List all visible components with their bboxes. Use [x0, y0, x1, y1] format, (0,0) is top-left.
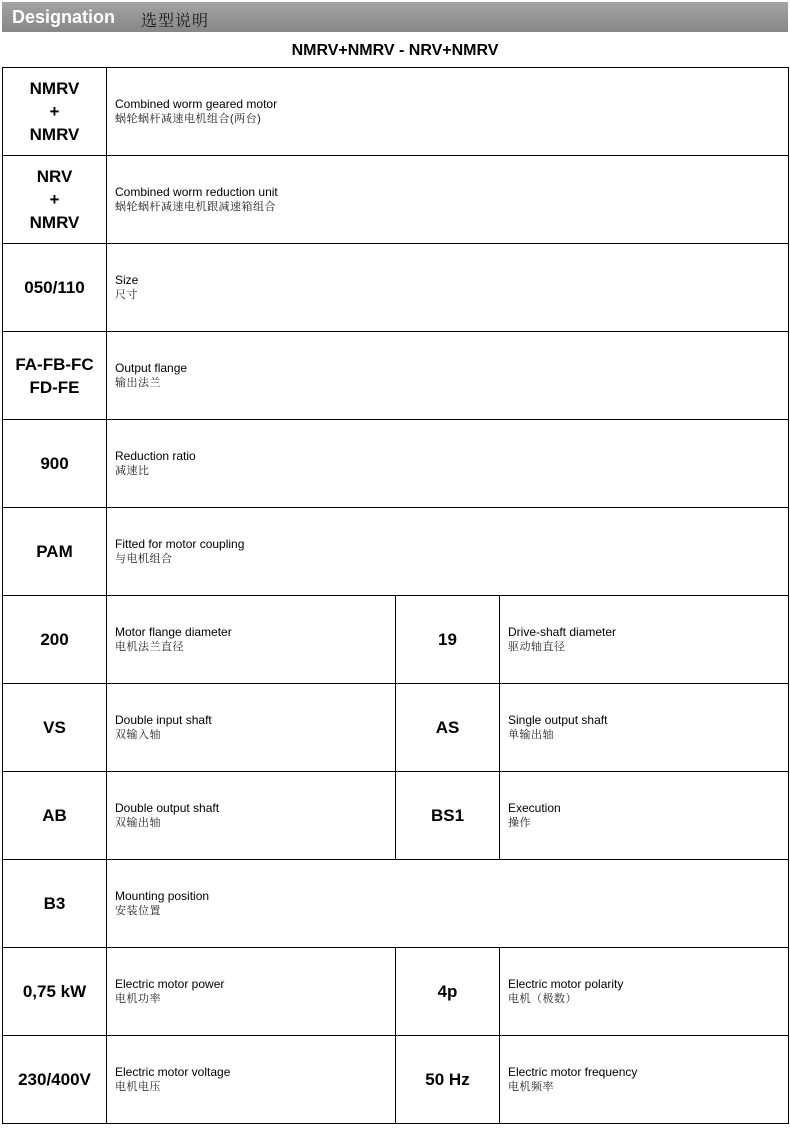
table-row: [3, 68, 789, 156]
designation-table: [2, 67, 789, 1124]
designation-code: [3, 1036, 107, 1124]
description-chinese: 输出法兰: [115, 377, 161, 389]
description-english: Double input shaft: [115, 713, 212, 727]
description-chinese: 电机电压: [115, 1081, 161, 1093]
designation-description: [107, 420, 789, 508]
designation-description: [107, 332, 789, 420]
table-row: [3, 684, 789, 772]
designation-code-line: 200: [40, 630, 69, 649]
description-chinese: 安装位置: [115, 905, 161, 917]
description-english: Fitted for motor coupling: [115, 537, 245, 551]
designation-code-line: VS: [43, 718, 66, 737]
designation-description: [107, 860, 789, 948]
designation-code-secondary: BS1: [396, 772, 500, 860]
description-chinese: 减速比: [115, 465, 150, 477]
description-chinese: 双输入轴: [115, 729, 161, 741]
description-english: Single output shaft: [508, 713, 608, 727]
table-row: [3, 244, 789, 332]
table-row: [3, 772, 789, 860]
designation-code: [3, 68, 107, 156]
description-chinese: 电机法兰直径: [115, 641, 184, 653]
description-english: Double output shaft: [115, 801, 220, 815]
designation-code: [3, 596, 107, 684]
designation-code-line: 050/110: [24, 278, 85, 297]
description-english: Output flange: [115, 361, 188, 375]
designation-description: [107, 596, 396, 684]
description-chinese: 驱动轴直径: [508, 641, 566, 653]
header-title-en: Designation: [12, 7, 116, 27]
description-english: Size: [115, 273, 139, 287]
description-english: Electric motor power: [115, 977, 225, 991]
description-english: Execution: [508, 801, 561, 815]
designation-code-line: FD-FE: [29, 377, 80, 397]
designation-description: [107, 156, 789, 244]
description-english: Motor flange diameter: [115, 625, 232, 639]
table-row: [3, 332, 789, 420]
designation-code-line: FA-FB-FC: [15, 354, 94, 374]
header-title-cn: 选型说明: [141, 11, 210, 30]
table-row: [3, 596, 789, 684]
designation-code-line: +: [49, 190, 60, 209]
designation-description: [107, 68, 789, 156]
designation-code-line: NMRV: [29, 125, 80, 144]
designation-code: [3, 332, 107, 420]
description-chinese: 双输出轴: [115, 817, 161, 829]
description-english: Reduction ratio: [115, 449, 196, 463]
designation-code-secondary: 19: [396, 596, 500, 684]
section-header-bar: [2, 2, 788, 32]
designation-description: [107, 244, 789, 332]
table-row: [3, 508, 789, 596]
designation-description: [500, 948, 789, 1036]
description-chinese: 与电机组合: [115, 553, 173, 565]
description-chinese: 蜗轮蜗杆减速电机组合(两台): [115, 113, 262, 125]
designation-description: [500, 596, 789, 684]
designation-code-line: 0,75 kW: [22, 982, 87, 1001]
designation-description: [500, 1036, 789, 1124]
designation-code-line: +: [49, 102, 60, 121]
description-english: Electric motor frequency: [508, 1065, 638, 1079]
designation-code-secondary: 4p: [396, 948, 500, 1036]
table-row: [3, 156, 789, 244]
designation-code: [3, 420, 107, 508]
description-chinese: 尺寸: [115, 289, 138, 301]
designation-code-line: 230/400V: [18, 1070, 91, 1089]
designation-description: [500, 772, 789, 860]
designation-description: [107, 948, 396, 1036]
designation-code-line: AB: [42, 806, 67, 825]
designation-description: [500, 684, 789, 772]
table-row: [3, 860, 789, 948]
description-chinese: 单输出轴: [508, 729, 554, 741]
designation-description: [107, 684, 396, 772]
description-english: Drive-shaft diameter: [508, 625, 617, 639]
description-chinese: 操作: [508, 817, 531, 829]
designation-code-line: 900: [40, 454, 69, 473]
designation-description: [107, 1036, 396, 1124]
description-english: Combined worm geared motor: [115, 97, 278, 111]
designation-code-line: NRV: [36, 167, 73, 186]
description-chinese: 电机功率: [115, 993, 161, 1005]
designation-code: [3, 244, 107, 332]
page-title: NMRV+NMRV - NRV+NMRV: [291, 42, 499, 59]
designation-description: [107, 508, 789, 596]
designation-code-line: NMRV: [29, 213, 80, 232]
designation-code-line: NMRV: [29, 79, 80, 98]
table-row: [3, 948, 789, 1036]
designation-code: [3, 508, 107, 596]
designation-description: [107, 772, 396, 860]
description-english: Combined worm reduction unit: [115, 185, 278, 199]
description-english: Electric motor polarity: [508, 977, 624, 991]
designation-code-line: B3: [43, 894, 66, 913]
table-row: [3, 420, 789, 508]
description-english: Electric motor voltage: [115, 1065, 231, 1079]
designation-code: [3, 860, 107, 948]
description-english: Mounting position: [115, 889, 210, 903]
designation-code: [3, 772, 107, 860]
designation-code: [3, 156, 107, 244]
designation-code-secondary: 50 Hz: [396, 1036, 500, 1124]
designation-code: [3, 948, 107, 1036]
description-chinese: 电机（极数）: [508, 993, 577, 1005]
designation-code-secondary: AS: [396, 684, 500, 772]
description-chinese: 电机频率: [508, 1081, 554, 1093]
description-chinese: 蜗轮蜗杆减速电机跟减速箱组合: [115, 201, 276, 213]
designation-code-line: PAM: [36, 542, 73, 561]
table-row: [3, 1036, 789, 1124]
designation-code: [3, 684, 107, 772]
